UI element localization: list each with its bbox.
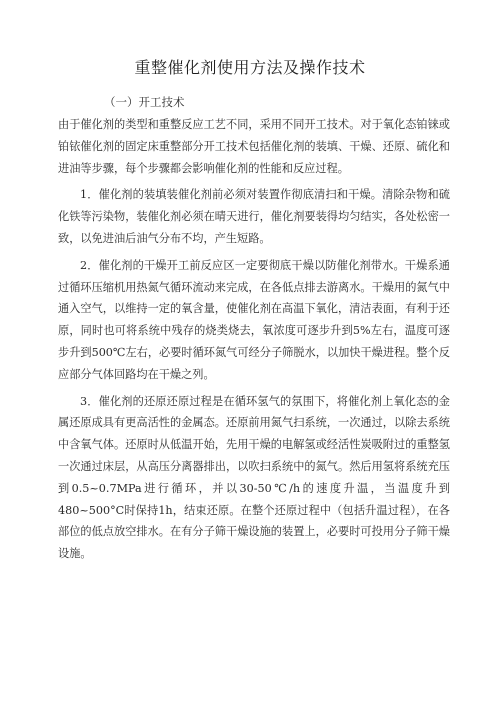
- document-title: 重整催化剂使用方法及操作技术: [134, 58, 366, 77]
- document-body: [58, 114, 450, 570]
- paragraph-catalyst-reduction: 3．催化剂的还原还原过程是在循环氢气的氛围下，将催化剂上氧化态的金属还原成具有更高活性的金属态。还原前用氮气扫系统，一次通过，以除去系统中含氧气体。还原时从低温开始，先用干燥的电解氢或经活性炭吸附过的重整氢一次通过床层，从高压分离器排出，以吹扫系统中的氮气。然后用氢将系统充压到0.5~0.7MPa进行循环，并以30-50℃/h的速度升温，当温度升到480~500°C时保持1h，结束还原。在整个还原过程中（包括升温过程），在各部位的低点放空排水。在有分子筛干燥设施的装置上，必要时可投用分子筛干燥设施。: [58, 394, 450, 561]
- section-heading: （一）开工技术: [104, 95, 185, 109]
- intro-paragraph: 由于催化剂的类型和重整反应工艺不同，采用不同开工技术。对于氧化态铂铼或铂铱催化剂的固定床重整部分开工技术包括催化剂的装填、干燥、还原、硫化和进油等步骤，每个步骤都会影响催化剂的性能和反应过程。: [58, 118, 450, 175]
- paragraph-catalyst-drying: 2．催化剂的干燥开工前反应区一定要彻底干燥以防催化剂带水。干燥系通过循环压缩机用热氮气循环流动来完成，在各低点排去游离水。干燥用的氮气中通入空气，以维持一定的氧含量，使催化剂在高温下氧化，清洁表面，有利于还原，同时也可将系统中残存的烧类烧去，氧浓度可逐步升到5%左右，温度可逐步升到500℃左右，必要时循环氮气可经分子筛脱水，以加快干燥进程。整个反应部分气体回路均在干燥之列。: [58, 258, 450, 381]
- paragraph-catalyst-loading: 1．催化剂的装填装催化剂前必须对装置作彻底清扫和干燥。清除杂物和硫化铁等污染物，装催化剂必须在晴天进行，催化剂要装得均匀结实，各处松密一致，以免进油后油气分布不均，产生短路。: [58, 188, 450, 245]
